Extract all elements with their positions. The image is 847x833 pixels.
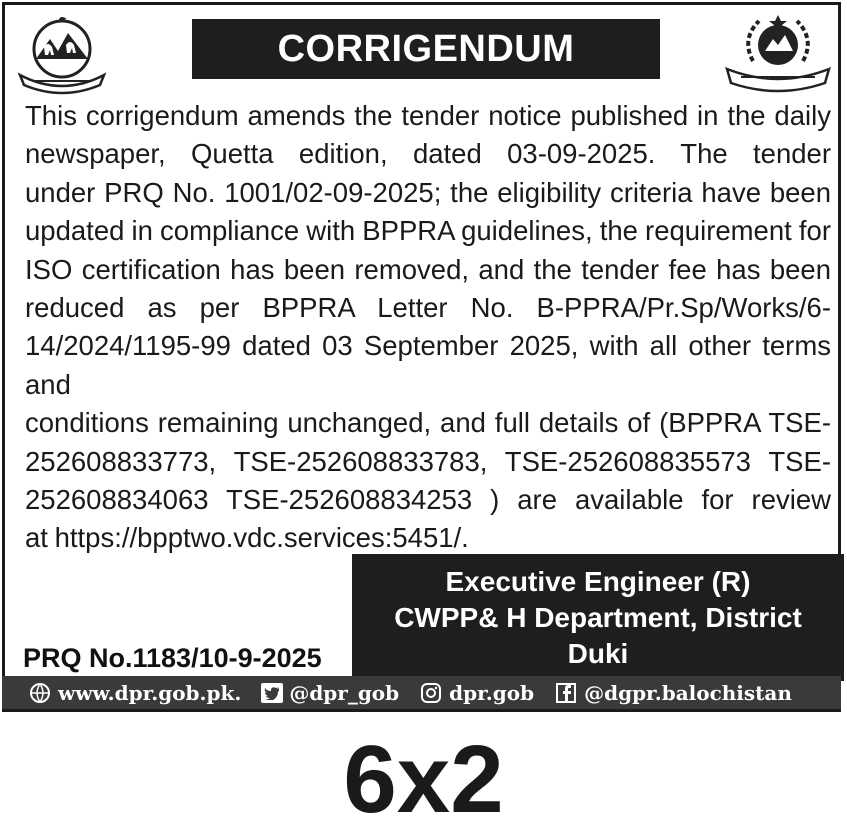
- globe-icon: [28, 683, 52, 703]
- body-line: under PRQ No. 1001/02-09-2025; the eligibility criteria have been: [25, 176, 831, 208]
- footer-facebook[interactable]: [554, 681, 792, 705]
- dgpr-emblem-logo: [719, 11, 837, 95]
- instagram-icon: [419, 683, 443, 703]
- facebook-icon: [554, 683, 578, 703]
- body-line: This corrigendum amends the tender notice published in the daily: [25, 100, 831, 131]
- ad-size-label: 6x2: [343, 726, 504, 833]
- body-line: 252608833773, TSE-252608833783, TSE-252608835573 TSE-: [25, 445, 831, 477]
- body-line: 252608834063 TSE-252608834253 ) are available for review: [25, 484, 831, 516]
- footer-facebook-text: @dgpr.balochistan: [584, 680, 792, 705]
- prq-number: PRQ No.1183/10-9-2025: [19, 643, 326, 674]
- footer-instagram-text: dpr.gob: [449, 680, 535, 705]
- notice-body: [25, 97, 831, 558]
- body-line: conditions remaining unchanged, and full details of (BPPRA TSE-: [25, 407, 831, 439]
- signature-designation: Executive Engineer (R): [445, 566, 751, 597]
- body-line: 14/2024/1195-99 dated 03 September 2025, with all other terms and: [25, 330, 831, 400]
- signature-department: CWPP& H Department, District: [394, 602, 802, 633]
- balochistan-emblem-logo: [14, 11, 110, 95]
- footer-twitter-text: @dpr_gob: [289, 680, 400, 705]
- footer-website-text: www.dpr.gob.pk.: [58, 680, 242, 705]
- body-line: updated in compliance with BPPRA guidelines, the requirement for: [25, 215, 831, 247]
- footer-twitter[interactable]: [261, 681, 399, 705]
- signature-block: [352, 554, 844, 681]
- body-line: newspaper, Quetta edition, dated 03-09-2025. The tender: [25, 138, 831, 170]
- twitter-icon: [261, 683, 283, 703]
- signature-district: Duki: [567, 638, 629, 669]
- footer-contact-bar: [2, 676, 841, 709]
- footer-instagram[interactable]: [419, 681, 534, 705]
- footer-website[interactable]: [28, 681, 241, 705]
- body-line: ISO certification has been removed, and the tender fee has been: [25, 253, 831, 285]
- body-line: reduced as per BPPRA Letter No. B-PPRA/Pr.Sp/Works/6-: [25, 292, 831, 324]
- notice-frame: [2, 2, 841, 712]
- body-line-link[interactable]: at https://bpptwo.vdc.services:5451/.: [25, 522, 469, 554]
- notice-title: CORRIGENDUM: [192, 19, 660, 79]
